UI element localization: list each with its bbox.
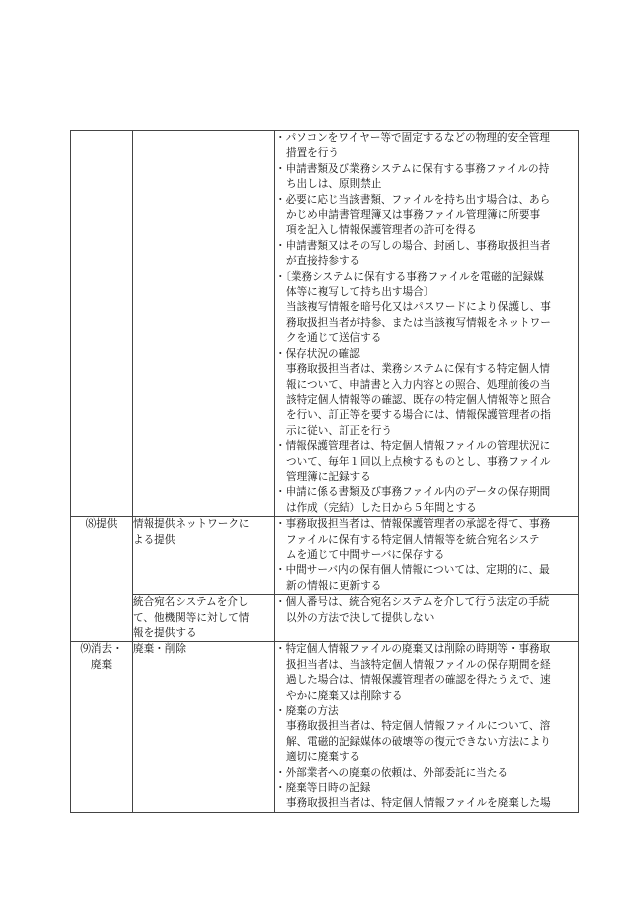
subcategory-cell xyxy=(133,131,275,517)
detail-line: 当該複写情報を暗号化又はパスワードにより保護し、事 xyxy=(286,301,551,314)
subcategory-label: て、他機関等に対して情 xyxy=(133,611,250,624)
bullet-item: ・申請に係る書類及び事務ファイル内のデータの保存期間 xyxy=(275,486,551,499)
detail-line: 該特定個人情報等の確認、既存の特定個人情報等と照合 xyxy=(286,393,551,406)
detail-cell xyxy=(275,131,579,517)
table-row xyxy=(71,517,579,595)
detail-line: 管理簿に記録する xyxy=(286,470,371,483)
detail-line: かじめ申請書管理簿又は事務ファイル管理簿に所要事 xyxy=(286,209,541,222)
detail-line: クを通じて送信する xyxy=(286,332,382,345)
subcategory-label: よる提供 xyxy=(133,533,176,546)
detail-line: ファイルに保有する特定個人情報等を統合宛名システ xyxy=(286,533,540,546)
category-cell xyxy=(71,517,133,642)
bullet-item: ・中間サーバ内の保有個人情報については、定期的に、最 xyxy=(275,564,550,577)
bullet-item: ・特定個人情報ファイルの廃棄又は削除の時期等・事務取 xyxy=(275,643,551,656)
security-measures-table xyxy=(70,130,579,813)
detail-line: は作成（完結）した日から５年間とする xyxy=(286,501,477,514)
detail-line: 項を記入し情報保護管理者の許可を得る xyxy=(286,224,477,237)
bullet-item: ・保存状況の確認 xyxy=(275,347,360,360)
detail-line: 以外の方法で決して提供しない xyxy=(286,611,435,624)
bullet-item: ・情報保護管理者は、特定個人情報ファイルの管理状況に xyxy=(275,440,551,453)
table-row xyxy=(71,131,579,517)
bullet-item: ・個人番号は、統合宛名システムを介して行う法定の手続 xyxy=(275,596,550,609)
category-label: ⑼消去・ xyxy=(80,643,123,656)
detail-line: を行い、訂正等を要する場合には、情報保護管理者の指 xyxy=(286,409,551,422)
detail-line: やかに廃棄又は削除する xyxy=(286,689,403,702)
detail-cell xyxy=(275,517,579,595)
detail-line: 事務取扱担当者は、特定個人情報ファイルを廃棄した場 xyxy=(286,797,551,810)
bullet-item: ・必要に応じ当該書類、ファイルを持ち出す場合は、あら xyxy=(275,193,551,206)
detail-line: 事務取扱担当者は、特定個人情報ファイルについて、溶 xyxy=(286,720,551,733)
detail-line: 過した場合は、情報保護管理者の確認を得たうえで、速 xyxy=(286,674,551,687)
bullet-item: ・〔業務システムに保有する事務ファイルを電磁的記録媒 xyxy=(275,270,544,283)
bullet-item: ・事務取扱担当者は、情報保護管理者の承認を得て、事務 xyxy=(275,518,551,531)
detail-line: ついて、毎年１回以上点検するものとし、事務ファイル xyxy=(286,455,551,468)
category-cell xyxy=(71,642,133,812)
detail-line: が直接持参する xyxy=(286,255,361,268)
category-cell xyxy=(71,131,133,517)
subcategory-cell xyxy=(133,517,275,595)
table-row xyxy=(71,642,579,812)
detail-cell xyxy=(275,595,579,642)
category-label: ⑻提供 xyxy=(85,518,118,531)
detail-line: ち出しは、原則禁止 xyxy=(286,178,382,191)
bullet-item: ・外部業者への廃棄の依頼は、外部委託に当たる xyxy=(275,766,509,779)
detail-line: 新の情報に更新する xyxy=(286,579,382,592)
detail-line: 扱担当者は、当該特定個人情報ファイルの保存期間を経 xyxy=(286,658,551,671)
subcategory-label: 情報提供ネットワークに xyxy=(133,518,250,531)
detail-line: 事務取扱担当者は、業務システムに保有する特定個人情 xyxy=(286,363,550,376)
detail-line: 務取扱担当者が持参、または当該複写情報をネットワー xyxy=(286,316,551,329)
detail-line: 措置を行う xyxy=(286,147,339,160)
subcategory-cell xyxy=(133,642,275,812)
subcategory-label: 廃棄・削除 xyxy=(133,643,186,656)
detail-line: 報について、申請書と入力内容との照合、処理前後の当 xyxy=(286,378,551,391)
bullet-item: ・申請書類及び業務システムに保有する事務ファイルの持 xyxy=(275,162,550,175)
detail-cell xyxy=(275,642,579,812)
subcategory-cell xyxy=(133,595,275,642)
detail-line: ムを通じて中間サーバに保存する xyxy=(286,548,445,561)
detail-line: 示に従い、訂正を行う xyxy=(286,424,392,437)
detail-line: 解、電磁的記録媒体の破壊等の復元できない方法により xyxy=(286,735,551,748)
subcategory-label: 統合宛名システムを介し xyxy=(133,596,249,609)
subcategory-label: 報を提供する xyxy=(133,627,197,639)
bullet-item: ・廃棄の方法 xyxy=(275,705,339,718)
detail-line: 適切に廃棄する xyxy=(286,751,361,764)
detail-line: 体等に複写して持ち出す場合〕 xyxy=(286,286,435,299)
bullet-item: ・パソコンをワイヤー等で固定するなどの物理的安全管理 xyxy=(275,132,550,144)
category-label: 廃棄 xyxy=(90,658,113,671)
bullet-item: ・廃棄等日時の記録 xyxy=(275,782,371,795)
table-row xyxy=(71,595,579,642)
bullet-item: ・申請書類又はその写しの場合、封函し、事務取扱担当者 xyxy=(275,239,551,252)
